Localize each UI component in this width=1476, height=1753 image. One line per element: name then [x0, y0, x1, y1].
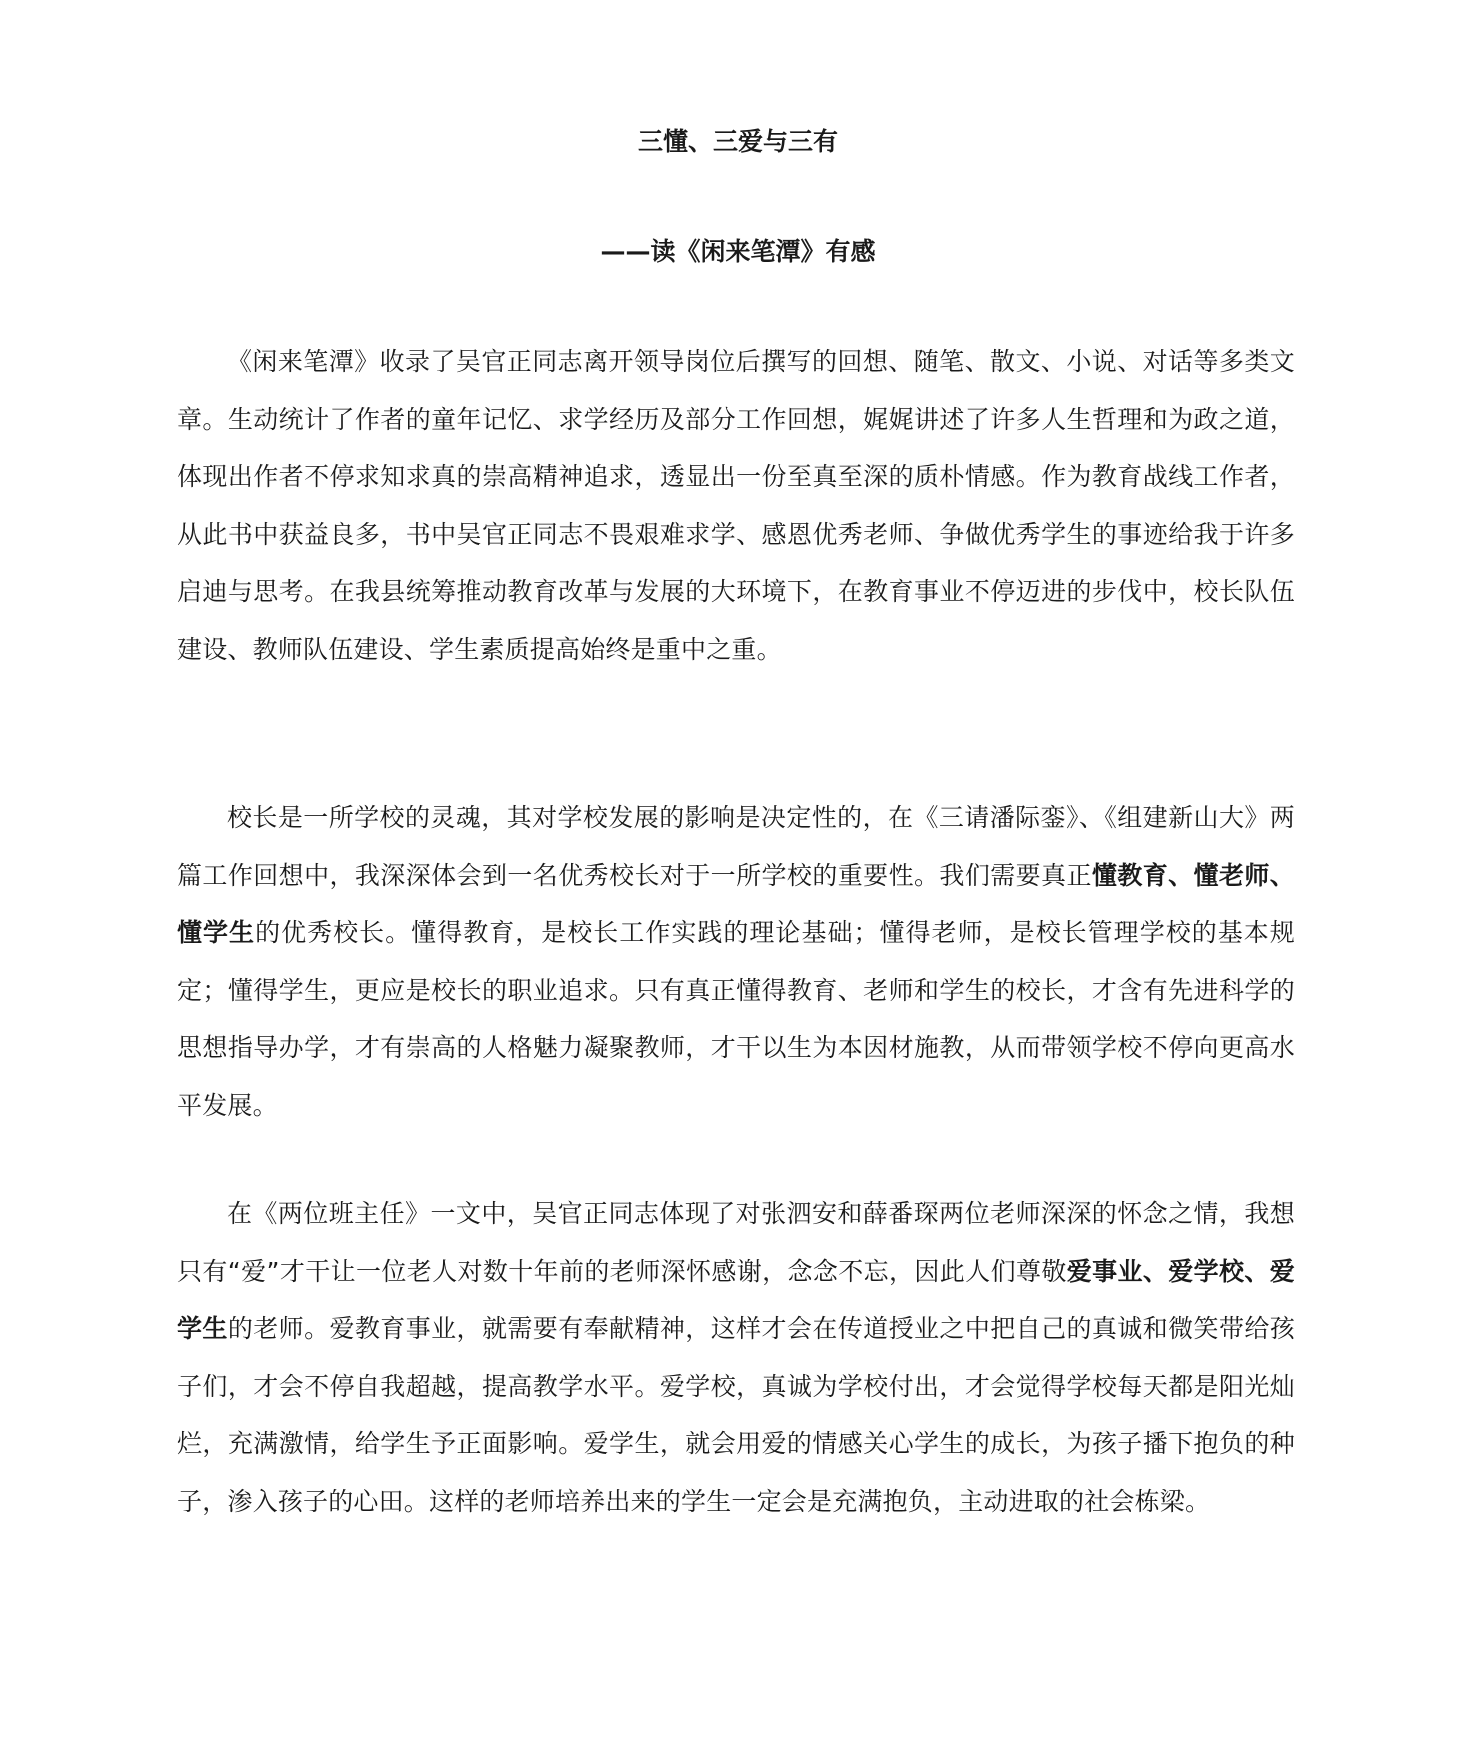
- paragraph-1: 《闲来笔潭》收录了吴官正同志离开领导岗位后撰写的回想、随笔、散文、小说、对话等多类文章。生动统计了作者的童年记忆、求学经历及部分工作回想，娓娓讲述了许多人生哲理和为政之道，体现出作者不停求知求真的崇高精神追求，透显出一份至真至深的质朴情感。作为教育战线工作者，从此书中获益良多，书中吴官正同志不畏艰难求学、感恩优秀老师、争做优秀学生的事迹给我于许多启迪与思考。在我县统筹推动教育改革与发展的大环境下，在教育事业不停迈进的步伐中，校长队伍建设、教师队伍建设、学生素质提高始终是重中之重。: [177, 347, 1295, 664]
- paragraph-2-text-before: 校长是一所学校的灵魂，其对学校发展的影响是决定性的，在《三请潘际銮》、《组建新山大》两篇工作回想中，我深深体会到一名优秀校长对于一所学校的重要性。我们需要真正: [177, 803, 1295, 890]
- document-title: 三懂、三爱与三有: [637, 127, 838, 156]
- paragraph-3-bold-phrase: 爱事业、爱学校、爱学生: [177, 1256, 1295, 1343]
- paragraph-3-text-after: 的老师。爱教育事业，就需要有奉献精神，这样才会在传道授业之中把自己的真诚和微笑带给孩子们，才会不停自我超越，提高教学水平。爱学校，真诚为学校付出，才会觉得学校每天都是阳光灿烂，充满激情，给学生予正面影响。爱学生，就会用爱的情感关心学生的成长，为孩子播下抱负的种子，渗入孩子的心田。这样的老师培养出来的学生一定会是充满抱负，主动进取的社会栋梁。: [177, 1314, 1295, 1516]
- paragraph-2-text-after: 的优秀校长。懂得教育，是校长工作实践的理论基础；懂得老师，是校长管理学校的基本规定；懂得学生，更应是校长的职业追求。只有真正懂得教育、老师和学生的校长，才含有先进科学的思想指导办学，才有崇高的人格魅力凝聚教师，才干以生为本因材施教，从而带领学校不停向更高水平发展。: [177, 918, 1295, 1120]
- paragraph-3-text-before: 在《两位班主任》一文中，吴官正同志体现了对张泗安和薛番琛两位老师深深的怀念之情，我想只有“爱”才干让一位老人对数十年前的老师深怀感谢，念念不忘，因此人们尊敬: [177, 1199, 1295, 1286]
- paragraph-2-bold-phrase: 懂教育、懂老师、懂学生: [177, 860, 1295, 947]
- paragraph-3: [177, 1185, 1295, 1530]
- document-subtitle: ——读《闲来笔潭》有感: [600, 237, 876, 266]
- paragraph-2: [177, 789, 1295, 1134]
